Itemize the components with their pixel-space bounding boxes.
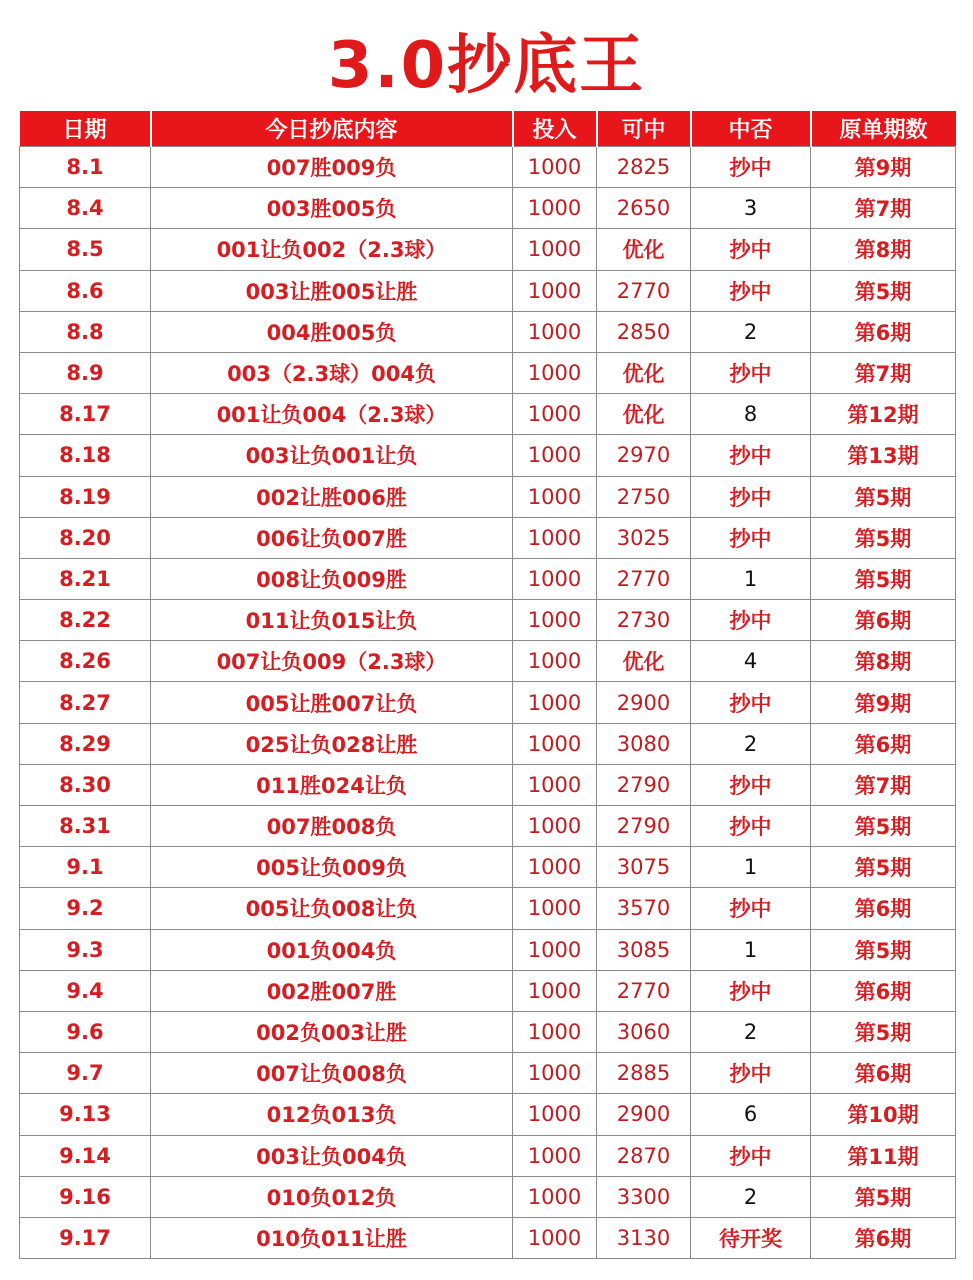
table-row: [20, 1135, 956, 1176]
table-row: [20, 847, 956, 888]
cell-content: 002负003让胜: [151, 1011, 513, 1052]
cell-stake: 1000: [513, 847, 597, 888]
column-header-issue: 原单期数: [811, 111, 956, 147]
cell-result: 1: [691, 558, 811, 599]
cell-issue: 第12期: [811, 394, 956, 435]
cell-stake: 1000: [513, 723, 597, 764]
cell-content: 011让负015让负: [151, 600, 513, 641]
cell-content: 007让负008负: [151, 1053, 513, 1094]
table-row: [20, 311, 956, 352]
cell-payout: 2770: [597, 970, 691, 1011]
cell-issue: 第5期: [811, 929, 956, 970]
cell-stake: 1000: [513, 806, 597, 847]
cell-result: 抄中: [691, 1053, 811, 1094]
cell-result: 8: [691, 394, 811, 435]
cell-content: 007胜009负: [151, 147, 513, 188]
table-row: [20, 723, 956, 764]
cell-date: 9.1: [20, 847, 151, 888]
cell-payout: 3570: [597, 888, 691, 929]
cell-issue: 第5期: [811, 558, 956, 599]
cell-issue: 第6期: [811, 600, 956, 641]
cell-result: 3: [691, 188, 811, 229]
cell-date: 9.13: [20, 1094, 151, 1135]
cell-stake: 1000: [513, 1217, 597, 1258]
cell-date: 8.19: [20, 476, 151, 517]
cell-date: 8.8: [20, 311, 151, 352]
cell-stake: 1000: [513, 558, 597, 599]
cell-result: 抄中: [691, 682, 811, 723]
page-title: 3.0抄底王: [327, 29, 646, 103]
table-row: [20, 929, 956, 970]
cell-date: 8.9: [20, 352, 151, 393]
cell-result: 待开奖: [691, 1217, 811, 1258]
cell-payout: 2650: [597, 188, 691, 229]
cell-issue: 第8期: [811, 641, 956, 682]
table-row: [20, 147, 956, 188]
cell-payout: 3025: [597, 517, 691, 558]
cell-date: 9.2: [20, 888, 151, 929]
table-row: [20, 1053, 956, 1094]
cell-result: 1: [691, 929, 811, 970]
cell-result: 抄中: [691, 147, 811, 188]
cell-payout: 优化: [597, 352, 691, 393]
cell-issue: 第6期: [811, 1217, 956, 1258]
cell-issue: 第5期: [811, 1176, 956, 1217]
cell-stake: 1000: [513, 352, 597, 393]
cell-stake: 1000: [513, 1176, 597, 1217]
cell-content: 006让负007胜: [151, 517, 513, 558]
cell-content: 008让负009胜: [151, 558, 513, 599]
cell-content: 003让胜005让胜: [151, 270, 513, 311]
cell-date: 9.7: [20, 1053, 151, 1094]
table-row: [20, 1217, 956, 1258]
cell-stake: 1000: [513, 435, 597, 476]
cell-payout: 2870: [597, 1135, 691, 1176]
cell-content: 003让负001让负: [151, 435, 513, 476]
table-row: [20, 1094, 956, 1135]
cell-payout: 3060: [597, 1011, 691, 1052]
table-row: [20, 558, 956, 599]
table-row: [20, 888, 956, 929]
cell-stake: 1000: [513, 1135, 597, 1176]
cell-content: 007让负009（2.3球）: [151, 641, 513, 682]
cell-issue: 第8期: [811, 229, 956, 270]
cell-result: 1: [691, 847, 811, 888]
cell-content: 012负013负: [151, 1094, 513, 1135]
cell-stake: 1000: [513, 311, 597, 352]
cell-stake: 1000: [513, 229, 597, 270]
cell-issue: 第6期: [811, 888, 956, 929]
cell-date: 8.4: [20, 188, 151, 229]
cell-stake: 1000: [513, 764, 597, 805]
column-header-content: 今日抄底内容: [151, 111, 513, 147]
cell-date: 9.3: [20, 929, 151, 970]
cell-issue: 第6期: [811, 723, 956, 764]
cell-stake: 1000: [513, 188, 597, 229]
cell-payout: 2825: [597, 147, 691, 188]
cell-result: 2: [691, 723, 811, 764]
cell-issue: 第7期: [811, 352, 956, 393]
column-header-stake: 投入: [513, 111, 597, 147]
cell-issue: 第9期: [811, 682, 956, 723]
table-body: [20, 147, 956, 1259]
cell-content: 002让胜006胜: [151, 476, 513, 517]
cell-stake: 1000: [513, 476, 597, 517]
table-row: [20, 764, 956, 805]
cell-payout: 3085: [597, 929, 691, 970]
cell-payout: 优化: [597, 229, 691, 270]
cell-result: 抄中: [691, 435, 811, 476]
table-row: [20, 476, 956, 517]
cell-issue: 第6期: [811, 1053, 956, 1094]
cell-stake: 1000: [513, 147, 597, 188]
cell-payout: 2900: [597, 682, 691, 723]
cell-content: 005让胜007让负: [151, 682, 513, 723]
cell-date: 8.31: [20, 806, 151, 847]
table-row: [20, 394, 956, 435]
table-row: [20, 517, 956, 558]
cell-date: 9.4: [20, 970, 151, 1011]
cell-issue: 第11期: [811, 1135, 956, 1176]
table-row: [20, 188, 956, 229]
cell-content: 005让负008让负: [151, 888, 513, 929]
cell-content: 007胜008负: [151, 806, 513, 847]
cell-content: 011胜024让负: [151, 764, 513, 805]
cell-date: 8.1: [20, 147, 151, 188]
cell-issue: 第5期: [811, 847, 956, 888]
cell-payout: 2885: [597, 1053, 691, 1094]
cell-issue: 第6期: [811, 311, 956, 352]
cell-stake: 1000: [513, 1094, 597, 1135]
cell-payout: 优化: [597, 641, 691, 682]
cell-stake: 1000: [513, 1011, 597, 1052]
cell-result: 抄中: [691, 764, 811, 805]
cell-content: 001让负004（2.3球）: [151, 394, 513, 435]
cell-content: 004胜005负: [151, 311, 513, 352]
cell-stake: 1000: [513, 641, 597, 682]
cell-content: 003胜005负: [151, 188, 513, 229]
cell-payout: 优化: [597, 394, 691, 435]
cell-result: 抄中: [691, 600, 811, 641]
table-row: [20, 270, 956, 311]
cell-result: 2: [691, 1011, 811, 1052]
cell-result: 2: [691, 311, 811, 352]
cell-result: 抄中: [691, 229, 811, 270]
cell-issue: 第5期: [811, 1011, 956, 1052]
cell-content: 003（2.3球）004负: [151, 352, 513, 393]
cell-stake: 1000: [513, 270, 597, 311]
column-header-payout: 可中: [597, 111, 691, 147]
cell-stake: 1000: [513, 970, 597, 1011]
cell-payout: 3300: [597, 1176, 691, 1217]
cell-issue: 第5期: [811, 270, 956, 311]
cell-date: 8.5: [20, 229, 151, 270]
cell-issue: 第5期: [811, 517, 956, 558]
cell-result: 抄中: [691, 806, 811, 847]
cell-stake: 1000: [513, 1053, 597, 1094]
table-row: [20, 435, 956, 476]
cell-payout: 2790: [597, 764, 691, 805]
cell-payout: 3075: [597, 847, 691, 888]
table-row: [20, 600, 956, 641]
cell-result: 抄中: [691, 517, 811, 558]
column-header-result: 中否: [691, 111, 811, 147]
cell-content: 010负011让胜: [151, 1217, 513, 1258]
cell-content: 005让负009负: [151, 847, 513, 888]
cell-date: 9.14: [20, 1135, 151, 1176]
cell-stake: 1000: [513, 394, 597, 435]
cell-payout: 2850: [597, 311, 691, 352]
cell-payout: 2900: [597, 1094, 691, 1135]
column-header-date: 日期: [20, 111, 151, 147]
cell-result: 抄中: [691, 352, 811, 393]
cell-content: 001让负002（2.3球）: [151, 229, 513, 270]
cell-date: 9.16: [20, 1176, 151, 1217]
cell-content: 001负004负: [151, 929, 513, 970]
cell-payout: 2970: [597, 435, 691, 476]
cell-stake: 1000: [513, 517, 597, 558]
cell-result: 4: [691, 641, 811, 682]
cell-content: 025让负028让胜: [151, 723, 513, 764]
cell-date: 8.26: [20, 641, 151, 682]
table-row: [20, 682, 956, 723]
cell-result: 抄中: [691, 476, 811, 517]
cell-date: 8.6: [20, 270, 151, 311]
cell-date: 8.22: [20, 600, 151, 641]
cell-issue: 第6期: [811, 970, 956, 1011]
cell-result: 抄中: [691, 270, 811, 311]
cell-result: 抄中: [691, 888, 811, 929]
cell-date: 8.30: [20, 764, 151, 805]
cell-issue: 第13期: [811, 435, 956, 476]
table-row: [20, 806, 956, 847]
cell-payout: 2750: [597, 476, 691, 517]
table-row: [20, 1011, 956, 1052]
cell-issue: 第5期: [811, 806, 956, 847]
table-row: [20, 1176, 956, 1217]
cell-date: 9.6: [20, 1011, 151, 1052]
cell-stake: 1000: [513, 888, 597, 929]
cell-issue: 第5期: [811, 476, 956, 517]
cell-issue: 第7期: [811, 764, 956, 805]
results-table: [19, 111, 956, 1259]
cell-payout: 2770: [597, 270, 691, 311]
cell-stake: 1000: [513, 929, 597, 970]
cell-date: 8.20: [20, 517, 151, 558]
table-row: [20, 970, 956, 1011]
table-row: [20, 641, 956, 682]
cell-date: 8.27: [20, 682, 151, 723]
cell-issue: 第9期: [811, 147, 956, 188]
cell-payout: 2770: [597, 558, 691, 599]
cell-result: 2: [691, 1176, 811, 1217]
cell-result: 6: [691, 1094, 811, 1135]
cell-content: 003让负004负: [151, 1135, 513, 1176]
table-row: [20, 352, 956, 393]
header-row: [20, 111, 956, 147]
cell-date: 8.21: [20, 558, 151, 599]
cell-payout: 2730: [597, 600, 691, 641]
cell-payout: 2790: [597, 806, 691, 847]
cell-date: 8.18: [20, 435, 151, 476]
cell-date: 8.29: [20, 723, 151, 764]
cell-stake: 1000: [513, 682, 597, 723]
cell-payout: 3130: [597, 1217, 691, 1258]
cell-issue: 第10期: [811, 1094, 956, 1135]
cell-date: 8.17: [20, 394, 151, 435]
table-row: [20, 229, 956, 270]
cell-result: 抄中: [691, 970, 811, 1011]
cell-content: 010负012负: [151, 1176, 513, 1217]
cell-result: 抄中: [691, 1135, 811, 1176]
cell-content: 002胜007胜: [151, 970, 513, 1011]
cell-stake: 1000: [513, 600, 597, 641]
cell-issue: 第7期: [811, 188, 956, 229]
cell-payout: 3080: [597, 723, 691, 764]
cell-date: 9.17: [20, 1217, 151, 1258]
